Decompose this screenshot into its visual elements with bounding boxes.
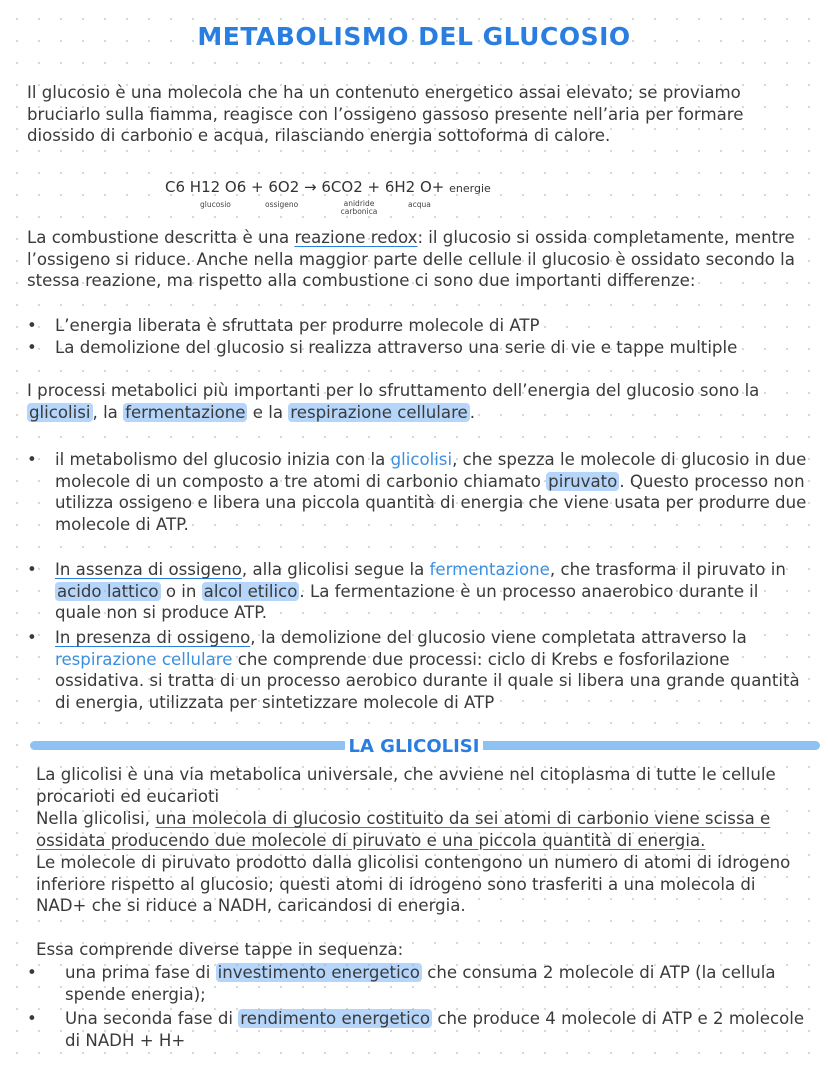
b3-respirazione: respirazione cellulare [55,649,233,669]
b1-e: . Questo processo non utilizza ossigeno e libera una piccola quantità di energia che viene usata per produrre due molecole di ATP. [55,471,807,534]
p1-a: una prima fase di [65,963,216,982]
phase-text-2 [65,1008,805,1051]
equation-formula: C6 H12 O6 + 6O2 → 6CO2 + 6H2 O+ [165,178,445,196]
intro-paragraph: Il glucosio è una molecola che ha un contenuto energetico assai elevato; se proviamo bruciarlo sulla fiamma, reagisce con l’ossigeno gassoso presente nell’aria per formare diossido di carbonio e acqua, rilasciando energia sottoforma di calore. [27,83,744,145]
b1-piruvato: piruvato [548,471,618,491]
redox-text-start: La combustione descritta è una [27,228,295,247]
redox-text-end: : il glucosio si ossida completamente, mentre l’ossigeno si riduce. Anche nella maggior parte delle cellule il glucosio è ossidato secondo la stessa reazione, ma rispetto alla combustione ci sono due importanti differenze: [27,228,795,290]
p2-c: che produce 4 molecole di ATP e 2 molecole di NADH + H+ [65,1009,805,1050]
bullet-dot: • [27,316,37,335]
b2-acido-lattico: acido lattico [57,581,159,601]
equation-energy: energie [449,182,491,195]
bullet-fermentazione [27,559,807,625]
processes-text: I processi metabolici più importanti per lo sfruttamento dell’energia del glucosio sono la [27,381,760,400]
g2-a: Nella glicolisi, [36,809,156,828]
difference-text-2: La demolizione del glucosio si realizza attraverso una serie di vie e tappe multiple [55,338,738,357]
redox-term: reazione redox [294,228,418,247]
highlight-fermentazione: fermentazione [125,402,246,422]
difference-text-1: L’energia liberata è sfruttata per produrre molecole di ATP [55,316,540,335]
bullet-glicolisi [27,449,807,537]
bullet-respirazione-text [55,627,807,713]
bullet-dot: • [27,338,37,357]
difference-item-1 [27,315,807,337]
bullet-dot: • [27,963,37,982]
glicolisi-paragraph-1: La glicolisi è una via metabolica universale, che avviene nel citoplasma di tutte le cellule procarioti ed eucarioti [36,765,776,806]
p2-rendimento: rendimento energetico [240,1009,431,1028]
g2-underlined: una molecola di glucosio costituito da sei atomi di carbonio viene scissa e ossidata producendo due molecole di piruvato e una piccola quantità di energia. [36,809,771,850]
phase-item-1 [27,962,807,1006]
p1-investimento: investimento energetico [217,963,420,982]
page-title: METABOLISMO DEL GLUCOSIO [197,22,631,51]
difference-item-2 [27,337,807,359]
bullet-respirazione [27,627,807,715]
label-co2: anidride carbonica [340,199,378,216]
section-heading [0,736,828,757]
b2-d: , che trasforma il piruvato in [549,560,786,579]
bullet-dot: • [27,560,37,579]
processes-paragraph [27,380,812,423]
glicolisi-paragraph-3: Le molecole di piruvato prodotto dalla glicolisi contengono un numero di atomi di idrogeno inferiore rispetto al glucosio; questi atomi di idrogeno sono trasferiti a una molecola di NAD+ che si riduce a NADH, caricandosi di energia. [36,853,791,915]
section-title: LA GLICOLISI [345,736,484,757]
highlight-respirazione: respirazione cellulare [290,402,468,422]
label-water: acqua [408,200,431,209]
bullet-fermentazione-text [55,559,807,624]
phase-item-2 [27,1008,807,1052]
b3-d: che comprende due processi: ciclo di Krebs e fosforilazione ossidativa. si tratta di un processo aerobico durante il quale si libera una grande quantità di energia, utilizzata per sintetizzare molecole di ATP [55,649,800,712]
p2-a: Una seconda fase di [65,1009,239,1028]
bullet-dot: • [27,628,37,647]
b3-b: , la demolizione del glucosio viene completata attraverso la [250,628,747,647]
label-glucose: glucosio [200,200,231,209]
b2-b: , alla glicolisi segue la [241,560,430,579]
redox-paragraph [27,227,807,292]
b2-alcol-etilico: alcol etilico [203,581,298,601]
phase-text-1 [65,962,805,1005]
b2-h: . La fermentazione è un processo anaerobico durante il quale non si produce ATP. [55,581,759,622]
combustion-equation [165,178,491,196]
b2-fermentazione: fermentazione [429,560,550,579]
bullet-glicolisi-text [55,449,807,535]
glicolisi-paragraph-4: Essa comprende diverse tappe in sequenza: [36,940,404,959]
processes-sep-1: , la [92,402,124,422]
processes-end: . [469,402,476,422]
b1-glicolisi: glicolisi [390,450,453,469]
b1-a: il metabolismo del glucosio inizia con la [55,450,391,469]
b3-presenza: In presenza di ossigeno [55,628,251,647]
b2-assenza: In assenza di ossigeno [55,560,242,579]
bullet-dot: • [27,450,37,469]
p1-c: che consuma 2 molecole di ATP (la cellula spende energia); [65,963,776,1004]
b2-f: o in [160,581,202,601]
bullet-dot: • [27,1009,37,1028]
glicolisi-paragraph-2 [36,808,806,851]
label-oxygen: ossigeno [265,200,299,209]
processes-sep-2: e la [247,402,289,422]
highlight-glicolisi: glicolisi [29,402,91,422]
b1-c: , che spezza le molecole di glucosio in due molecole di un composto a tre atomi di carbonio chiamato [55,450,807,491]
